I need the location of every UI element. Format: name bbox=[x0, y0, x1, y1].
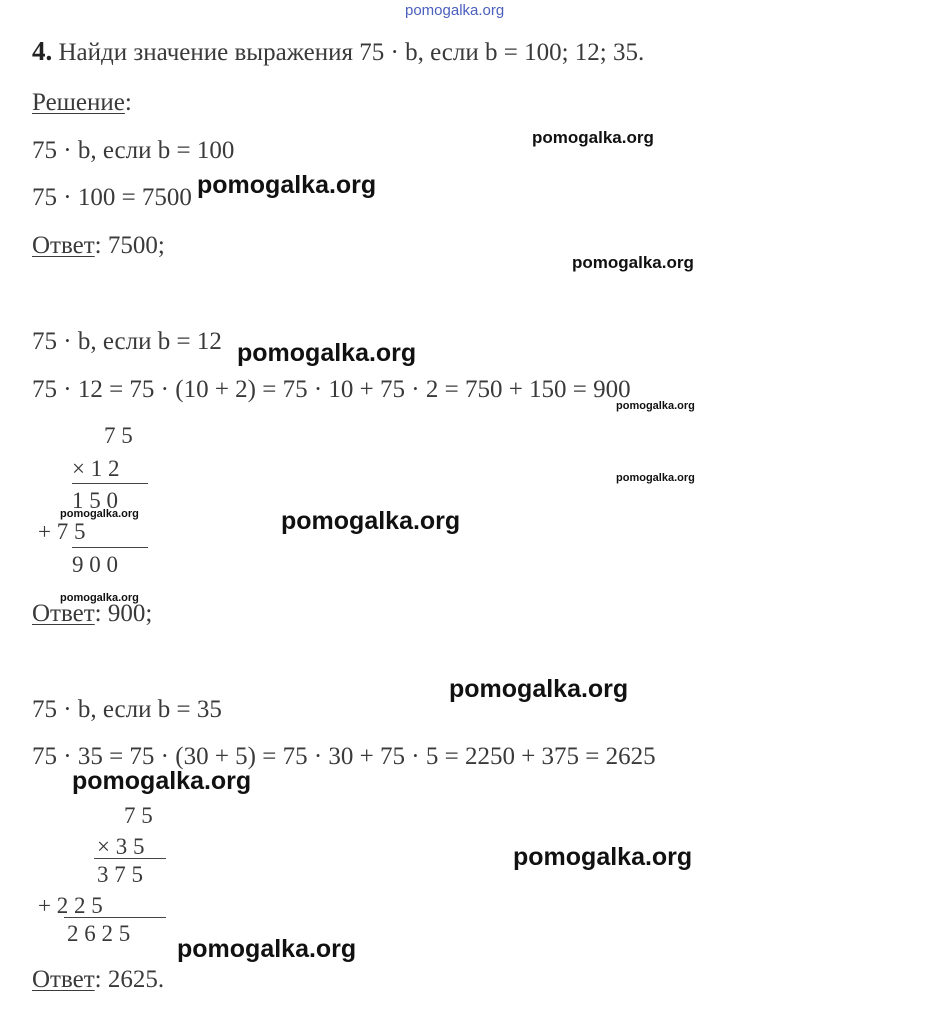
part3-col-row3: 3 7 5 bbox=[97, 862, 143, 887]
watermark-12: pomogalka.org bbox=[513, 843, 693, 871]
part1-answer bbox=[32, 231, 165, 261]
part3-col-row4: + 2 2 5 bbox=[38, 893, 103, 918]
part3-answer bbox=[32, 965, 164, 995]
watermark-1: pomogalka.org bbox=[532, 128, 654, 147]
watermark-4: pomogalka.org bbox=[237, 339, 417, 367]
part2-col-rule2 bbox=[72, 547, 148, 548]
part2-col-row3: 1 5 0 bbox=[72, 488, 118, 513]
part3-col-row5: 2 6 2 5 bbox=[67, 921, 131, 946]
part2-col-row5: 9 0 0 bbox=[72, 552, 118, 577]
part1-answer-label: Ответ bbox=[32, 232, 95, 259]
watermark-5: pomogalka.org bbox=[616, 400, 695, 412]
watermark-6: pomogalka.org bbox=[616, 472, 695, 484]
part2-calculation: 75 · 12 = 75 · (10 + 2) = 75 · 10 + 75 · 2 = 750 + 150 = 900 bbox=[32, 376, 631, 403]
watermark-10: pomogalka.org bbox=[449, 675, 629, 703]
solution-label: Решение bbox=[32, 89, 125, 116]
part1-condition: 75 · b, если b = 100 bbox=[32, 137, 235, 164]
solution-heading: Решение: bbox=[32, 89, 132, 116]
part2-col-row1: 7 5 bbox=[104, 423, 133, 448]
part3-condition: 75 · b, если b = 35 bbox=[32, 696, 222, 723]
watermark-11: pomogalka.org bbox=[72, 767, 252, 795]
watermark-8: pomogalka.org bbox=[281, 507, 461, 535]
part3-col-rule2 bbox=[64, 917, 166, 918]
part3-answer-value: : 2625. bbox=[94, 966, 165, 993]
header-watermark[interactable]: pomogalka.org bbox=[405, 2, 505, 19]
part3-col-row2: × 3 5 bbox=[97, 834, 145, 859]
part2-condition: 75 · b, если b = 12 bbox=[32, 328, 222, 355]
watermark-2: pomogalka.org bbox=[197, 171, 377, 199]
part2-answer-value: : 900; bbox=[94, 600, 153, 627]
part3-answer-label: Ответ bbox=[32, 966, 95, 993]
part1-answer-value: : 7500; bbox=[94, 232, 165, 259]
task-heading bbox=[32, 36, 644, 68]
part3-calculation: 75 · 35 = 75 · (30 + 5) = 75 · 30 + 75 · 5 = 2250 + 375 = 2625 bbox=[32, 743, 656, 770]
part3-col-rule1 bbox=[94, 858, 166, 859]
part2-answer-label: Ответ bbox=[32, 600, 95, 627]
part1-calculation: 75 · 100 = 7500 bbox=[32, 184, 192, 211]
watermark-9: pomogalka.org bbox=[60, 592, 139, 604]
task-text: Найди значение выражения 75 · b, если b = 100; 12; 35. bbox=[58, 39, 645, 66]
part2-col-row4: + 7 5 bbox=[38, 519, 86, 544]
watermark-7: pomogalka.org bbox=[60, 508, 139, 520]
part2-col-row2: × 1 2 bbox=[72, 456, 120, 481]
part3-col-row1: 7 5 bbox=[124, 803, 153, 828]
watermark-3: pomogalka.org bbox=[572, 253, 694, 272]
task-number: 4. bbox=[32, 36, 53, 66]
watermark-13: pomogalka.org bbox=[177, 935, 357, 963]
part2-col-rule1 bbox=[72, 483, 148, 484]
